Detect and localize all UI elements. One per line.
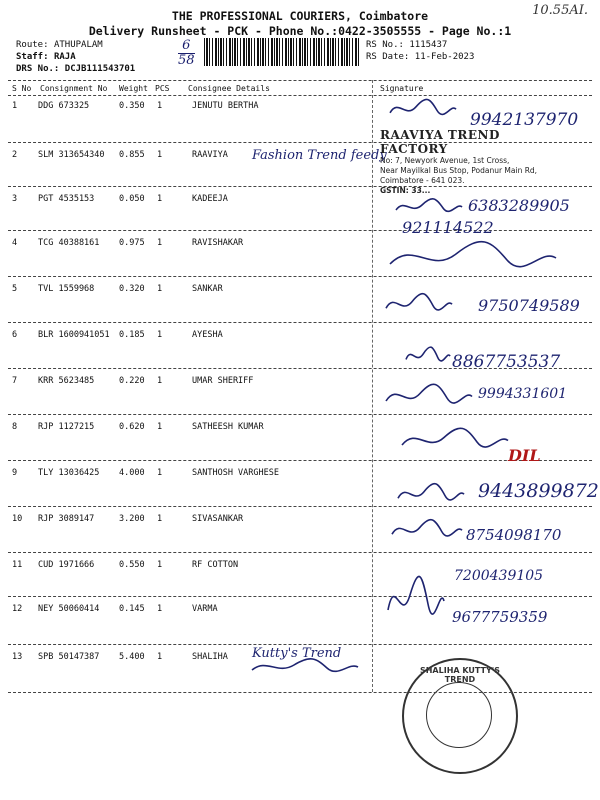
- row-weight: 0.185: [119, 330, 145, 340]
- drs-line: [16, 64, 135, 74]
- row-consignment-no: NEY 50060414: [38, 604, 100, 614]
- signature-scrawl: [390, 516, 464, 542]
- row-consignment-no: TCG 40388161: [38, 238, 100, 248]
- table-header-rule: [8, 95, 592, 96]
- staff-line: [16, 52, 76, 62]
- row-consignment-no: SLM 313654340: [38, 150, 105, 160]
- row-sno: 10: [12, 514, 23, 524]
- signature-scrawl: [396, 480, 466, 506]
- row-consignment-no: RJP 1127215: [38, 422, 95, 432]
- row-weight: 0.620: [119, 422, 145, 432]
- row-sno: 12: [12, 604, 23, 614]
- row-consignee: JENUTU BERTHA: [192, 101, 259, 111]
- table-top-rule: [8, 80, 592, 81]
- row-consignment-no: RJP 3089147: [38, 514, 95, 524]
- route-line: [16, 40, 103, 50]
- signature-scrawl: [384, 290, 454, 316]
- row-consignee: RAVISHAKAR: [192, 238, 244, 248]
- row-consignee: RAAVIYA: [192, 150, 228, 160]
- staff-label: Staff:: [16, 52, 49, 62]
- rs-date-line: [366, 52, 474, 62]
- row-consignment-no: DDG 673325: [38, 101, 90, 111]
- signature-scrawl: [388, 96, 458, 120]
- row-sno: 11: [12, 560, 23, 570]
- count-denominator: 58: [178, 53, 195, 68]
- row-separator: [8, 552, 592, 553]
- row-separator: [8, 460, 592, 461]
- row-sno: 7: [12, 376, 18, 386]
- row-separator: [8, 596, 592, 597]
- row-pcs: 1: [157, 150, 163, 160]
- row-consignee: UMAR SHERIFF: [192, 376, 254, 386]
- row-consignment-no: TLY 13036425: [38, 468, 100, 478]
- staff-value: RAJA: [53, 52, 76, 62]
- route-value: ATHUPALAM: [53, 40, 103, 50]
- row-sno: 5: [12, 284, 18, 294]
- signature-scrawl: [394, 196, 464, 216]
- route-label: Route:: [16, 40, 49, 50]
- row-consignment-no: TVL 1559968: [38, 284, 95, 294]
- row-weight: 0.975: [119, 238, 145, 248]
- col-signature: Signature: [380, 84, 424, 93]
- table-row: [0, 422, 600, 442]
- stamp-line2: Near Mayilkal Bus Stop, Podanur Main Rd,: [380, 166, 538, 175]
- rs-no-label: RS No.:: [366, 40, 404, 50]
- signature-phone: 9677759359: [452, 608, 548, 626]
- drs-label: DRS No.:: [16, 64, 60, 74]
- row-separator: [8, 644, 592, 645]
- row-weight: 0.855: [119, 150, 145, 160]
- round-stamp: [402, 658, 518, 774]
- row-weight: 4.000: [119, 468, 145, 478]
- row-consignee: SHALIHA: [192, 652, 228, 662]
- rs-date-label: RS Date:: [366, 52, 410, 62]
- corner-note: 10.55AI.: [532, 3, 588, 18]
- row-pcs: 1: [157, 238, 163, 248]
- row-weight: 0.320: [119, 284, 145, 294]
- row-consignee: KADEEJA: [192, 194, 228, 204]
- row-pcs: 1: [157, 422, 163, 432]
- stamp-line1: No: 7, Newyork Avenue, 1st Cross,: [380, 156, 510, 165]
- row-separator: [8, 230, 592, 231]
- company-title: THE PROFESSIONAL COURIERS, Coimbatore: [171, 9, 429, 23]
- row-weight: 0.550: [119, 560, 145, 570]
- row-pcs: 1: [157, 604, 163, 614]
- row-weight: 0.145: [119, 604, 145, 614]
- rs-no-line: [366, 40, 447, 50]
- row-consignment-no: SPB 50147387: [38, 652, 100, 662]
- signature-phone: 9942137970: [470, 110, 579, 130]
- signature-phone: 9994331601: [478, 386, 568, 402]
- row-consignee: SATHEESH KUMAR: [192, 422, 264, 432]
- row-sno: 3: [12, 194, 18, 204]
- signature-scrawl: [400, 424, 510, 454]
- handwritten-note: Kutty's Trend: [252, 646, 342, 661]
- runsheet-subtitle: Delivery Runsheet - PCK - Phone No.:0422-3505555 - Page No.:1: [88, 24, 512, 38]
- barcode: [204, 38, 360, 66]
- row-weight: 0.050: [119, 194, 145, 204]
- col-sno: S No: [12, 84, 32, 93]
- row-consignment-no: BLR 1600941051: [38, 330, 110, 340]
- row-separator: [8, 322, 592, 323]
- signature-phone: 8867753537: [452, 352, 561, 372]
- row-consignee: SANTHOSH VARGHESE: [192, 468, 279, 478]
- signature-phone: 7200439105: [454, 568, 544, 584]
- signature-phone: 8754098170: [466, 526, 562, 544]
- row-sno: 4: [12, 238, 18, 248]
- row-consignment-no: PGT 4535153: [38, 194, 95, 204]
- row-pcs: 1: [157, 468, 163, 478]
- row-weight: 0.220: [119, 376, 145, 386]
- signature-phone: 9443899872: [478, 480, 599, 502]
- row-sno: 8: [12, 422, 18, 432]
- row-consignee: AYESHA: [192, 330, 223, 340]
- row-pcs: 1: [157, 376, 163, 386]
- row-weight: 5.400: [119, 652, 145, 662]
- signature-scrawl: [250, 656, 360, 676]
- signature-scrawl: [404, 344, 452, 366]
- row-pcs: 1: [157, 560, 163, 570]
- row-consignee: RF COTTON: [192, 560, 239, 570]
- count-numerator: 6: [182, 38, 191, 53]
- signature-phone: DIL: [508, 446, 541, 465]
- col-weight: Weight: [119, 84, 148, 93]
- row-pcs: 1: [157, 330, 163, 340]
- col-consignee: Consignee Details: [188, 84, 270, 93]
- signature-scrawl: [386, 568, 446, 628]
- row-sno: 1: [12, 101, 18, 111]
- row-pcs: 1: [157, 652, 163, 662]
- stamp-line4: GSTIN: 33...: [380, 186, 431, 195]
- signature-phone: 6383289905: [468, 196, 570, 215]
- col-pcs: PCS: [155, 84, 170, 93]
- round-stamp-text: SHALIHA KUTTY'S TREND: [419, 666, 501, 684]
- row-separator: [8, 414, 592, 415]
- row-sno: 13: [12, 652, 23, 662]
- row-sno: 9: [12, 468, 18, 478]
- signature-scrawl: [384, 380, 474, 410]
- rs-date-value: 11-Feb-2023: [414, 52, 475, 62]
- row-separator: [8, 276, 592, 277]
- col-consignment: Consignment No: [40, 84, 108, 93]
- row-pcs: 1: [157, 514, 163, 524]
- signature-phone: 921114522: [402, 218, 494, 237]
- company-stamp: [380, 128, 560, 196]
- signature-scrawl: [388, 236, 558, 276]
- handwritten-note: Fashion Trend feedy: [252, 148, 387, 163]
- row-pcs: 1: [157, 101, 163, 111]
- row-consignment-no: KRR 5623485: [38, 376, 95, 386]
- row-sno: 2: [12, 150, 18, 160]
- row-consignment-no: CUD 1971666: [38, 560, 95, 570]
- signature-phone: 9750749589: [478, 296, 580, 315]
- row-separator: [8, 506, 592, 507]
- row-pcs: 1: [157, 194, 163, 204]
- row-pcs: 1: [157, 284, 163, 294]
- stamp-name: RAAVIYA TREND FACTORY: [380, 128, 500, 156]
- drs-value: DCJB111543701: [64, 64, 136, 74]
- row-weight: 3.200: [119, 514, 145, 524]
- row-consignee: SIVASANKAR: [192, 514, 244, 524]
- row-consignee: SANKAR: [192, 284, 223, 294]
- count-fraction: [178, 40, 195, 67]
- stamp-line3: Coimbatore - 641 023.: [380, 176, 465, 185]
- row-weight: 0.350: [119, 101, 145, 111]
- row-consignee: VARMA: [192, 604, 218, 614]
- table-row: [0, 330, 600, 350]
- rs-no-value: 1115437: [409, 40, 448, 50]
- table-bottom-rule: [8, 692, 592, 693]
- row-sno: 6: [12, 330, 18, 340]
